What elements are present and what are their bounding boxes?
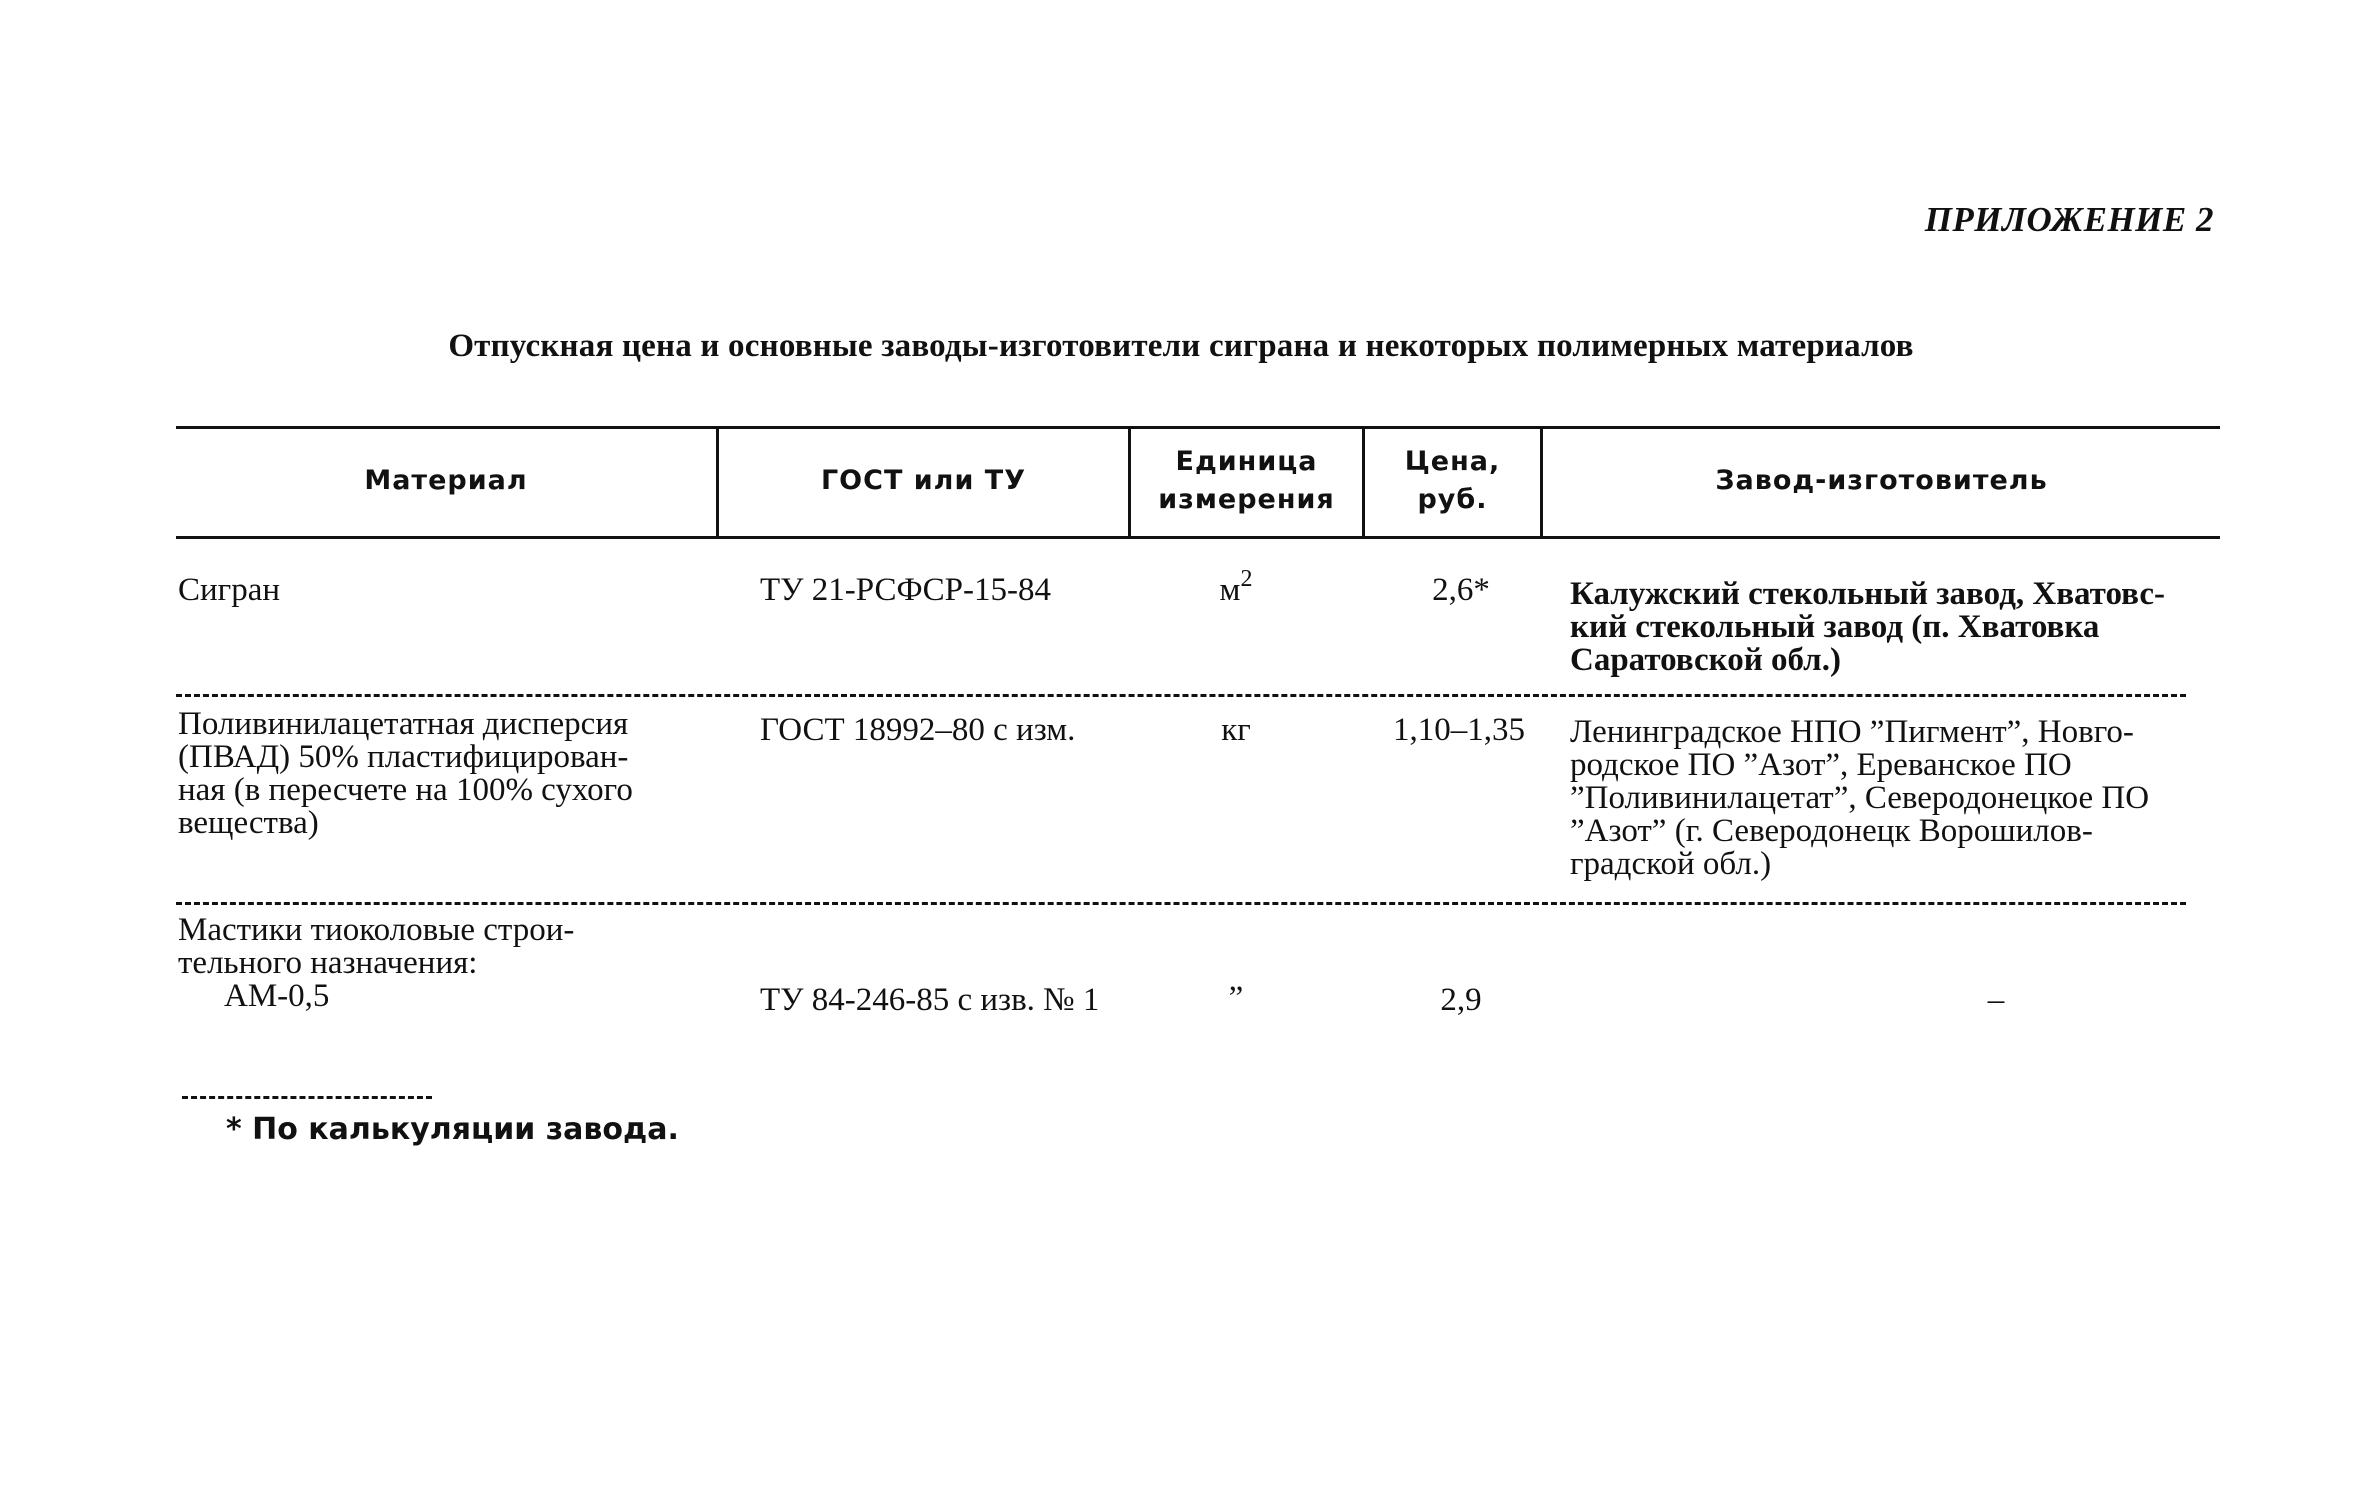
document-title: Отпускная цена и основные заводы-изготовители сиграна и некоторых полимерных материалов bbox=[448, 328, 1914, 364]
row-unit: ” bbox=[1228, 980, 1244, 1016]
appendix-label: ПРИЛОЖЕНИЕ 2 bbox=[1924, 200, 2214, 239]
row-unit: $м^2$ bbox=[1219, 566, 1253, 608]
row-manufacturer: Ленинградское НПО ”Пигмент”, Новго- родское ПО ”Азот”, Ереванское ПО ”Поливинилацетат”, Северодонецкое ПО ”Азот” (г. Северодонецк Ворошилов- градской обл.) bbox=[1570, 714, 2150, 882]
row-material: Поливинилацетатная дисперсия (ПВАД) 50% пластифицирован- ная (в пересчете на 100% сухого вещества) bbox=[178, 706, 633, 841]
header-standard: ГОСТ или ТУ bbox=[820, 465, 1027, 496]
footnote-rule bbox=[182, 1096, 432, 1099]
table-header-rule bbox=[176, 536, 2220, 539]
row-manufacturer: – bbox=[1987, 982, 2005, 1018]
row-standard: ТУ 84-246-85 с изв. № 1 bbox=[760, 982, 1100, 1018]
header-material: Материал bbox=[364, 465, 528, 496]
header-unit: Единица измерения bbox=[1158, 446, 1335, 515]
row-unit: кг bbox=[1221, 712, 1251, 748]
row-separator bbox=[176, 902, 2186, 905]
header-manufacturer: Завод-изготовитель bbox=[1715, 465, 2048, 496]
row-manufacturer: Калужский стекольный завод, Хватовс- кий стекольный завод (п. Хватовка Саратовской обл.) bbox=[1570, 576, 2165, 678]
row-standard: ТУ 21-РСФСР-15-84 bbox=[760, 572, 1051, 608]
row-separator bbox=[176, 694, 2186, 697]
row-price: 2,6* bbox=[1432, 572, 1490, 608]
row-material: Мастики тиоколовые строи- тельного назначения: bbox=[178, 912, 575, 981]
row-price: 2,9 bbox=[1440, 982, 1482, 1018]
row-price: 1,10–1,35 bbox=[1393, 712, 1525, 748]
header-price: Цена, руб. bbox=[1404, 446, 1501, 515]
row-standard: ГОСТ 18992–80 с изм. bbox=[760, 712, 1076, 748]
row-material: Сигран bbox=[178, 572, 281, 608]
row-sub-material: АМ-0,5 bbox=[224, 978, 330, 1014]
footnote: * По калькуляции завода. bbox=[226, 1112, 679, 1147]
